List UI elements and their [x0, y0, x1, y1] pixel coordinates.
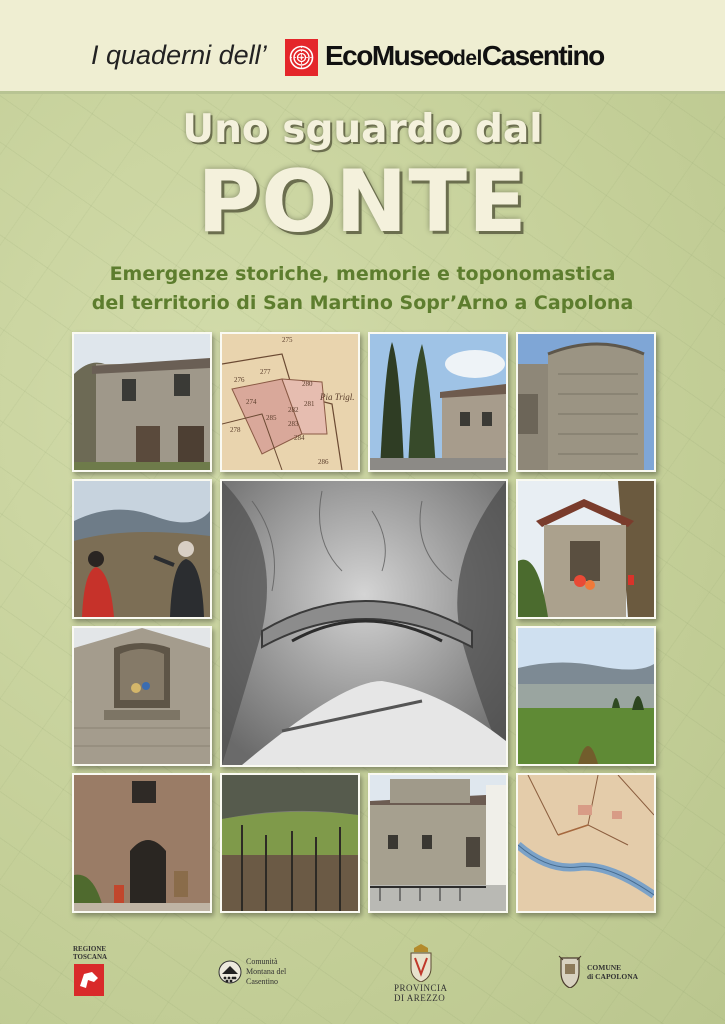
regione-line-1: REGIONE: [73, 945, 107, 953]
regione-toscana-logo-icon: [74, 964, 104, 996]
title-line-1: Uno sguardo dal: [182, 107, 543, 152]
map-number: 282: [288, 406, 299, 414]
photo-stone-niche: [72, 626, 212, 766]
map-number: 274: [246, 398, 257, 406]
photo-old-stone-bridge: [220, 479, 508, 767]
comunita-line-1: Comunità: [246, 957, 278, 966]
provincia-line-2: DI AREZZO: [394, 993, 446, 1003]
map-number: 284: [294, 434, 305, 442]
photo-wayside-shrine: [516, 479, 656, 619]
comunita-line-3: Casentino: [246, 977, 278, 986]
comunita-montana-logo-icon: [218, 956, 242, 988]
photo-cadastral-map: [220, 332, 360, 472]
photo-farmhouse: [72, 332, 212, 472]
photo-valley-view: [516, 626, 656, 766]
map-number: 283: [288, 420, 299, 428]
subtitle-line-2: del territorio di San Martino Sopr’Arno a Capolona: [91, 292, 634, 314]
photo-arched-doorway: [72, 773, 212, 913]
photo-stone-house: [368, 773, 508, 913]
sponsors-bar: [0, 930, 725, 1024]
map-word: Pia Trigl.: [320, 392, 355, 402]
photo-people-hills: [72, 479, 212, 619]
photo-cypress-villa: [368, 332, 508, 472]
map-number: 276: [234, 376, 245, 384]
provincia-line-1: PROVINCIA: [394, 983, 448, 993]
photo-field-hills: [220, 773, 360, 913]
brand-main: EcoMuseo: [325, 40, 454, 71]
comune-capolona-crest-icon: [557, 954, 583, 988]
comune-line-2: di CAPOLONA: [587, 972, 639, 981]
provincia-arezzo-logo-icon: [408, 944, 434, 982]
header-band: [0, 0, 725, 94]
map-number: 285: [266, 414, 277, 422]
brand-name: [325, 40, 604, 72]
regione-line-2: TOSCANA: [73, 953, 108, 961]
subtitle-line-1: Emergenze storiche, memorie e toponomastica: [109, 263, 616, 285]
brand-del: del: [453, 47, 482, 70]
comune-line-1: COMUNE: [587, 963, 622, 972]
comunita-line-2: Montana del: [246, 967, 287, 976]
series-label: I quaderni dell’: [91, 40, 267, 70]
map-number: 281: [304, 400, 315, 408]
photo-historic-map: [516, 773, 656, 913]
map-number: 277: [260, 368, 271, 376]
ecomuseo-logo-icon: [285, 39, 318, 76]
map-number: 286: [318, 458, 329, 466]
brand-end: Casentino: [481, 40, 604, 71]
map-number: 278: [230, 426, 241, 434]
title-line-2: PONTE: [197, 152, 528, 252]
map-number: 280: [302, 380, 313, 388]
photo-stone-tower: [516, 332, 656, 472]
map-number: 275: [282, 336, 293, 344]
